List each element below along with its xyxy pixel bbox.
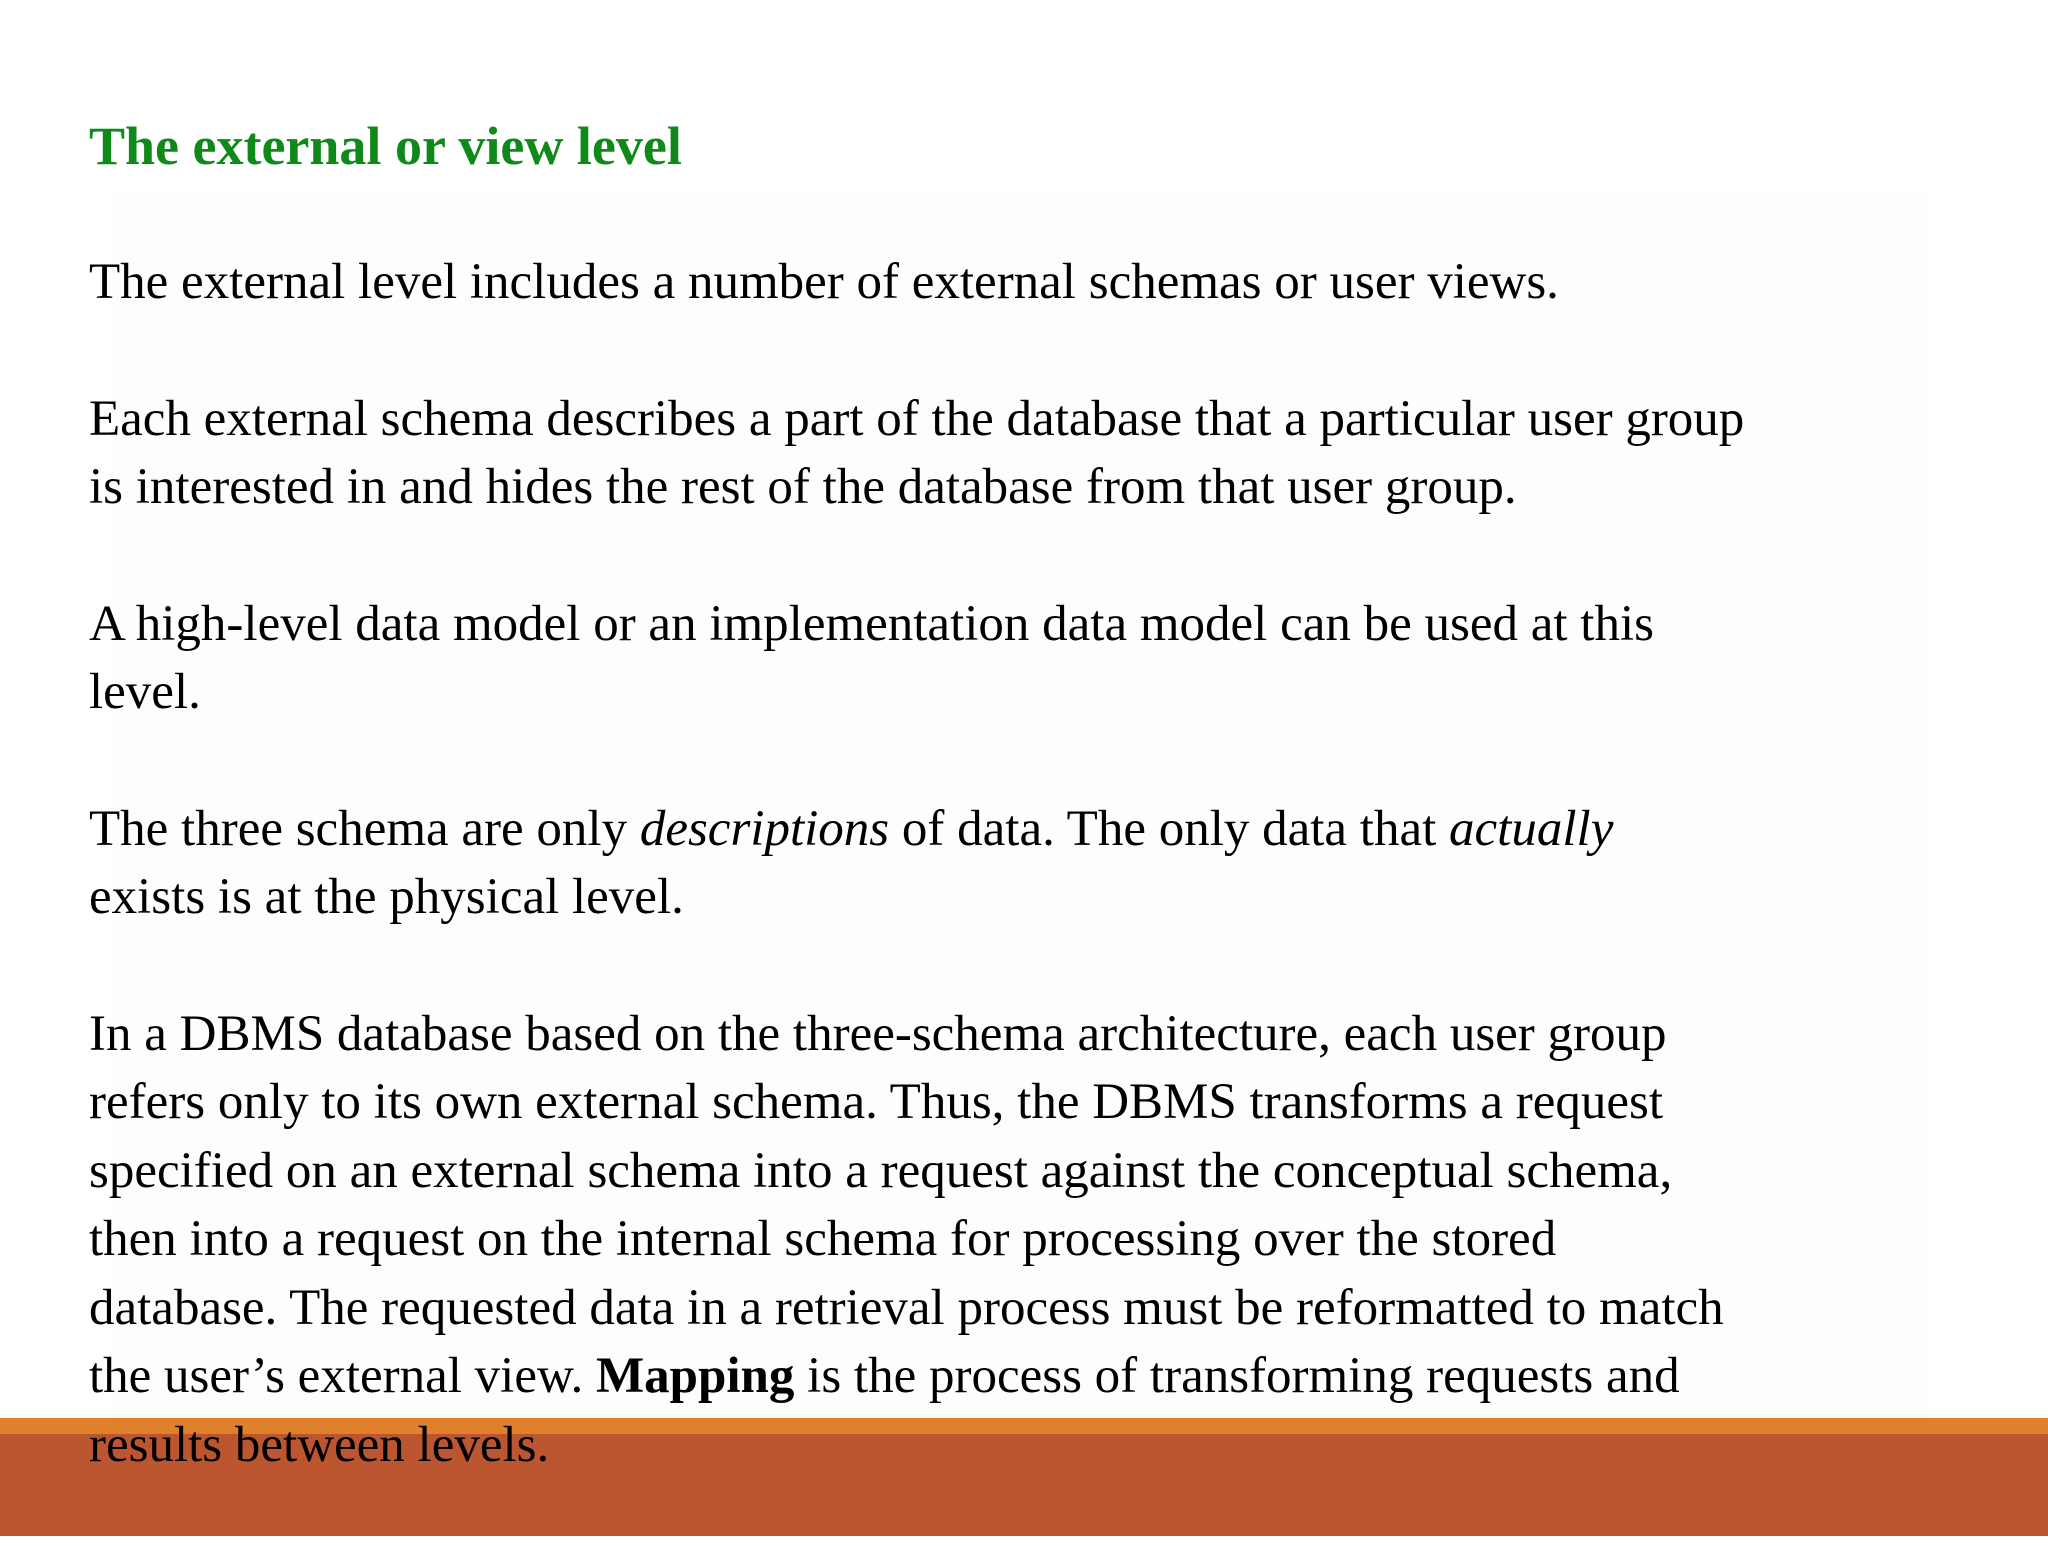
paragraph-line: refers only to its own external schema. Thus, the DBMS transforms a request — [89, 1074, 1664, 1130]
paragraph-data-model — [89, 590, 1989, 727]
paragraph-line: database. The requested data in a retrieval process must be reformatted to match — [89, 1279, 1724, 1336]
emphasis-descriptions: descriptions — [639, 800, 890, 857]
paragraph-line: In a DBMS database based on the three-schema architecture, each user group — [89, 1005, 1667, 1062]
paragraph-line: is interested in and hides the rest of the database from that user group. — [89, 459, 1517, 515]
paragraph-line: level. — [89, 664, 201, 720]
paragraph-three-schema — [89, 795, 1989, 932]
text-run: the user’s external view. — [89, 1348, 596, 1404]
slide-title: The external or view level — [89, 116, 682, 176]
paragraph-line — [89, 1342, 1989, 1411]
paragraph-line: The external level includes a number of external schemas or user views. — [89, 254, 1559, 310]
paragraph-line: results between levels. — [89, 1416, 550, 1473]
paragraph-line: then into a request on the internal schema for processing over the stored — [89, 1211, 1557, 1267]
paragraph-line: A high-level data model or an implementation data model can be used at this — [89, 595, 1654, 652]
slide-content — [89, 112, 1989, 1547]
text-run: of data. The only data that — [889, 800, 1450, 857]
bold-mapping: Mapping — [596, 1348, 795, 1404]
paragraph-line: Each external schema describes a part of the database that a particular user group — [89, 390, 1745, 447]
paragraph-line: specified on an external schema into a request against the conceptual schema, — [89, 1142, 1673, 1199]
paragraph-external-schema — [89, 385, 1989, 522]
paragraph-external-level — [89, 248, 1989, 317]
text-run: is the process of transforming requests and — [794, 1348, 1680, 1404]
paragraph-line — [89, 795, 1989, 864]
paragraph-line: exists is at the physical level. — [89, 869, 684, 925]
text-run: The three schema are only — [89, 800, 640, 857]
emphasis-actually: actually — [1449, 800, 1614, 857]
paragraph-dbms-mapping — [89, 1000, 1989, 1480]
